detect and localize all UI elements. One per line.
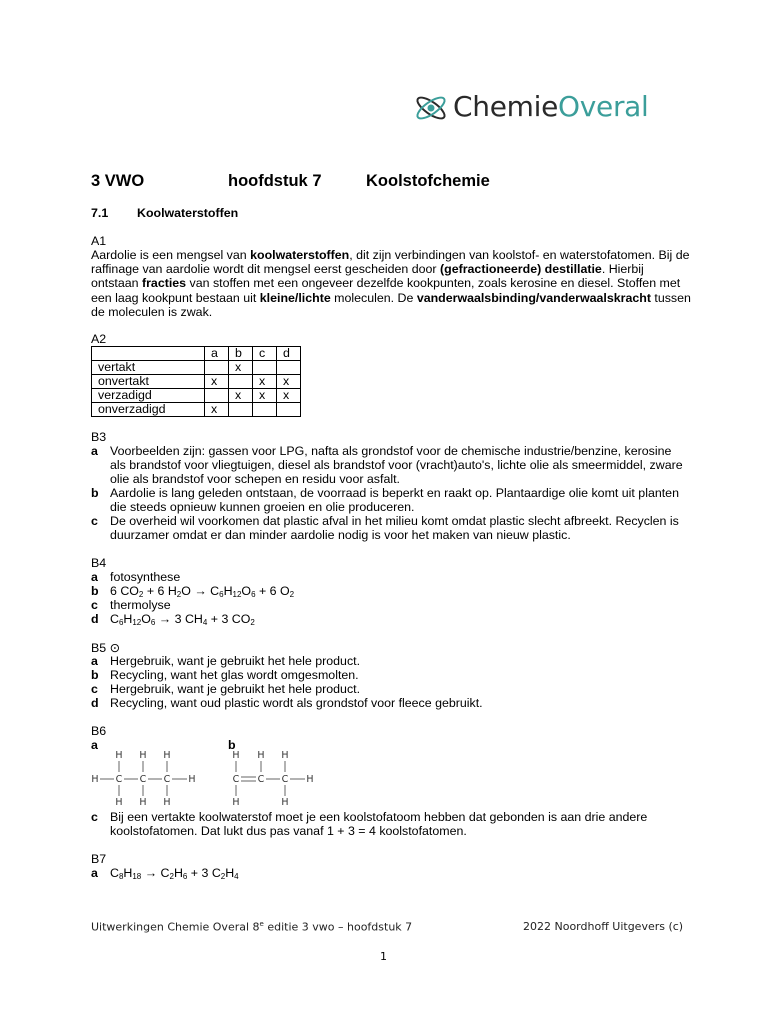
table-cell bbox=[253, 403, 277, 417]
atom-h: H bbox=[281, 797, 289, 808]
footer-text: editie 3 vwo – hoofdstuk 7 bbox=[263, 920, 413, 934]
b5-item-c bbox=[91, 682, 691, 697]
item-text: thermolyse bbox=[110, 598, 171, 612]
item-text: Recycling, want het glas wordt omgesmolten. bbox=[110, 668, 359, 682]
a1-text-5: moleculen. De bbox=[330, 290, 417, 305]
a1-text-3: . Hierbij ontstaan bbox=[91, 262, 644, 291]
atom-h: H bbox=[306, 774, 314, 785]
item-key: a bbox=[91, 444, 98, 458]
a1-paragraph bbox=[91, 248, 691, 319]
eq-sub: 6 bbox=[118, 618, 124, 627]
b4-item-a bbox=[91, 570, 691, 585]
table-cell: onvertakt bbox=[92, 375, 205, 389]
atom-c: C bbox=[139, 774, 147, 785]
table-cell bbox=[205, 361, 229, 375]
table-header-row bbox=[92, 347, 301, 361]
footer-sup: e bbox=[259, 920, 264, 928]
atom-h: H bbox=[188, 774, 196, 785]
item-key: b bbox=[91, 486, 99, 500]
atom-h: H bbox=[163, 797, 171, 808]
b7-label: B7 bbox=[91, 852, 107, 866]
atom-h: H bbox=[115, 750, 123, 761]
atom-h: H bbox=[232, 797, 240, 808]
item-text: fotosynthese bbox=[110, 570, 181, 584]
item-text: Hergebruik, want je gebruikt het hele product. bbox=[110, 654, 361, 668]
thermolysis-equation bbox=[110, 612, 690, 626]
a2-table bbox=[91, 346, 301, 417]
photosynthesis-equation bbox=[110, 584, 690, 598]
table-cell: x bbox=[253, 389, 277, 403]
item-key: a bbox=[91, 654, 98, 668]
eq-sub: 6 bbox=[182, 872, 188, 881]
table-row bbox=[92, 361, 301, 375]
eq-sub: 2 bbox=[176, 590, 182, 599]
b4-item-c bbox=[91, 598, 691, 613]
table-cell: onverzadigd bbox=[92, 403, 205, 417]
b3-item-a bbox=[91, 444, 691, 487]
item-key: b bbox=[91, 584, 99, 598]
eq-part: C bbox=[110, 612, 119, 626]
a1-bold-2: (gefractioneerde) destillatie bbox=[440, 262, 602, 277]
atom-c: C bbox=[115, 774, 123, 785]
table-cell: b bbox=[229, 347, 253, 361]
eq-sub: 2 bbox=[250, 618, 255, 627]
structural-formula-propene bbox=[226, 748, 326, 808]
eq-sub: 12 bbox=[132, 618, 142, 627]
table-cell bbox=[92, 347, 205, 361]
eq-part: O bbox=[241, 584, 252, 598]
table-row bbox=[92, 389, 301, 403]
eq-part: → 3 CH bbox=[155, 612, 203, 626]
eq-part: + 6 O bbox=[255, 584, 290, 598]
b6-key-a: a bbox=[91, 738, 98, 752]
table-cell bbox=[253, 361, 277, 375]
a1-text-6: tussen de moleculen is zwak. bbox=[91, 290, 691, 319]
item-key: d bbox=[91, 696, 99, 710]
b5-item-b bbox=[91, 668, 691, 683]
logo-word-overal: Overal bbox=[558, 90, 649, 123]
footer-text: Uitwerkingen Chemie Overal 8 bbox=[91, 920, 260, 934]
header-chapter: hoofdstuk 7 bbox=[228, 172, 322, 190]
b5-item-a bbox=[91, 654, 691, 669]
atom-c: C bbox=[281, 774, 289, 785]
item-key: c bbox=[91, 598, 98, 612]
chemie-overal-logo bbox=[413, 88, 673, 128]
table-cell: x bbox=[229, 389, 253, 403]
section-number: 7.1 bbox=[91, 206, 109, 220]
atom-c: C bbox=[232, 774, 240, 785]
logo-word-chemie: Chemie bbox=[453, 90, 559, 123]
b6-label: B6 bbox=[91, 724, 107, 738]
b3-label: B3 bbox=[91, 430, 107, 444]
table-cell: a bbox=[205, 347, 229, 361]
item-text: Voorbeelden zijn: gassen voor LPG, nafta als grondstof voor de chemische industrie/benzine, kerosine als brandstof voor vliegtuigen, diesel als brandstof voor (vracht)auto's, lichte olie als smeermiddel, zware olie als brandstof voor schepen en residu voor asfalt. bbox=[110, 444, 683, 487]
eq-part: 6 CO bbox=[110, 584, 139, 598]
atom-h: H bbox=[91, 774, 99, 785]
item-key: c bbox=[91, 682, 98, 696]
a1-text-2: , dit zijn verbindingen van koolstof- en waterstofatomen. Bij de raffinage van aardolie wordt dit mengsel eerst gescheiden door bbox=[91, 248, 690, 277]
eq-part: H bbox=[223, 584, 233, 598]
table-cell: x bbox=[205, 375, 229, 389]
footer-right: 2022 Noordhoff Uitgevers (c) bbox=[523, 920, 684, 933]
page-number: 1 bbox=[380, 950, 387, 963]
item-text: De overheid wil voorkomen dat plastic afval in het milieu komt omdat plastic slecht afbreekt. Recyclen is duurzamer omdat er dan minder aardolie nodig is voor het maken van nieuw plastic. bbox=[110, 514, 679, 543]
eq-part: C bbox=[110, 866, 119, 880]
eq-part: O → C bbox=[181, 584, 220, 598]
table-cell: x bbox=[253, 375, 277, 389]
table-cell: x bbox=[277, 389, 301, 403]
eq-part: + 3 CO bbox=[207, 612, 251, 626]
eq-sub: 18 bbox=[132, 872, 142, 881]
eq-part: H bbox=[123, 612, 133, 626]
eq-part: + 3 C bbox=[187, 866, 221, 880]
eq-sub: 6 bbox=[251, 590, 256, 599]
b4-item-d bbox=[91, 612, 691, 627]
atom-h: H bbox=[139, 797, 147, 808]
eq-sub: 4 bbox=[234, 872, 239, 881]
eq-sub: 2 bbox=[289, 590, 295, 599]
table-cell bbox=[277, 361, 301, 375]
b6-key-b: b bbox=[228, 738, 236, 752]
section-title: Koolwaterstoffen bbox=[137, 206, 239, 220]
atom-h: H bbox=[115, 797, 123, 808]
b5-label: B5 ⊙ bbox=[91, 641, 120, 655]
structural-formula-propane bbox=[88, 748, 208, 808]
eq-part: → C bbox=[141, 866, 170, 880]
atom-h: H bbox=[139, 750, 147, 761]
table-cell bbox=[205, 389, 229, 403]
table-cell bbox=[277, 403, 301, 417]
atom-icon bbox=[413, 88, 451, 128]
item-key: b bbox=[91, 668, 99, 682]
eq-sub: 12 bbox=[232, 590, 242, 599]
eq-sub: 6 bbox=[150, 618, 156, 627]
eq-part: H bbox=[173, 866, 183, 880]
atom-h: H bbox=[257, 750, 265, 761]
eq-part: H bbox=[225, 866, 235, 880]
eq-sub: 6 bbox=[219, 590, 224, 599]
item-text: Aardolie is lang geleden ontstaan, de voorraad is beperkt en raakt op. Plantaardige olie komt uit planten die steeds opnieuw kunnen groeien en olie produceren. bbox=[110, 486, 679, 515]
a1-bold-1: koolwaterstoffen bbox=[250, 248, 350, 262]
eq-sub: 4 bbox=[202, 618, 208, 627]
b7-item-a bbox=[91, 866, 691, 881]
table-cell: d bbox=[277, 347, 301, 361]
a1-text-4: van stoffen met een ongeveer dezelfde kookpunten, zoals kerosine en diesel. Stoffen met een laag kookpunt bestaan uit bbox=[91, 276, 681, 305]
table-cell: verzadigd bbox=[92, 389, 205, 403]
atom-c: C bbox=[257, 774, 265, 785]
item-text: Bij een vertakte koolwaterstof moet je een koolstofatoom hebben dat gebonden is aan drie andere koolstofatomen. Dat lukt dus pas vanaf 1 + 3 = 4 koolstofatomen. bbox=[110, 810, 648, 839]
b6-item-c bbox=[91, 810, 691, 839]
eq-part: O bbox=[141, 612, 151, 626]
b3-item-c bbox=[91, 514, 691, 543]
b3-item-b bbox=[91, 486, 691, 515]
eq-sub: 8 bbox=[118, 872, 124, 881]
b5-item-d bbox=[91, 696, 691, 711]
table-cell: x bbox=[205, 403, 229, 417]
eq-sub: 2 bbox=[138, 590, 144, 599]
a2-label: A2 bbox=[91, 332, 107, 346]
b4-label: B4 bbox=[91, 556, 107, 570]
atom-c: C bbox=[163, 774, 171, 785]
table-cell: c bbox=[253, 347, 277, 361]
b4-item-b bbox=[91, 584, 691, 599]
atom-h: H bbox=[232, 750, 240, 761]
eq-sub: 2 bbox=[169, 872, 174, 881]
a1-bold-5: vanderwaalsbinding/vanderwaalskracht bbox=[416, 290, 651, 305]
atom-h: H bbox=[163, 750, 171, 761]
item-text: Hergebruik, want je gebruikt het hele product. bbox=[110, 682, 361, 696]
table-cell bbox=[229, 403, 253, 417]
item-key: d bbox=[91, 612, 99, 626]
table-cell: vertakt bbox=[92, 361, 205, 375]
a1-bold-4: kleine/lichte bbox=[259, 290, 331, 305]
cracking-equation bbox=[110, 866, 690, 880]
atom-h: H bbox=[281, 750, 289, 761]
a1-text-1: Aardolie is een mengsel van bbox=[91, 248, 251, 262]
eq-part: + 6 H bbox=[143, 584, 177, 598]
table-cell: x bbox=[277, 375, 301, 389]
header-topic: Koolstofchemie bbox=[366, 172, 490, 190]
a1-label: A1 bbox=[91, 234, 107, 248]
item-key: a bbox=[91, 866, 98, 880]
item-text: Recycling, want oud plastic wordt als grondstof voor fleece gebruikt. bbox=[110, 696, 483, 710]
eq-part: H bbox=[123, 866, 133, 880]
footer-left bbox=[91, 920, 412, 934]
a1-bold-3: fracties bbox=[141, 276, 187, 291]
table-cell: x bbox=[229, 361, 253, 375]
table-row bbox=[92, 375, 301, 389]
item-key: c bbox=[91, 810, 98, 824]
eq-sub: 2 bbox=[220, 872, 226, 881]
table-cell bbox=[229, 375, 253, 389]
header-class: 3 VWO bbox=[91, 172, 145, 190]
item-key: a bbox=[91, 570, 98, 584]
item-key: c bbox=[91, 514, 98, 528]
logo-wordmark bbox=[453, 90, 649, 123]
table-row bbox=[92, 403, 301, 417]
